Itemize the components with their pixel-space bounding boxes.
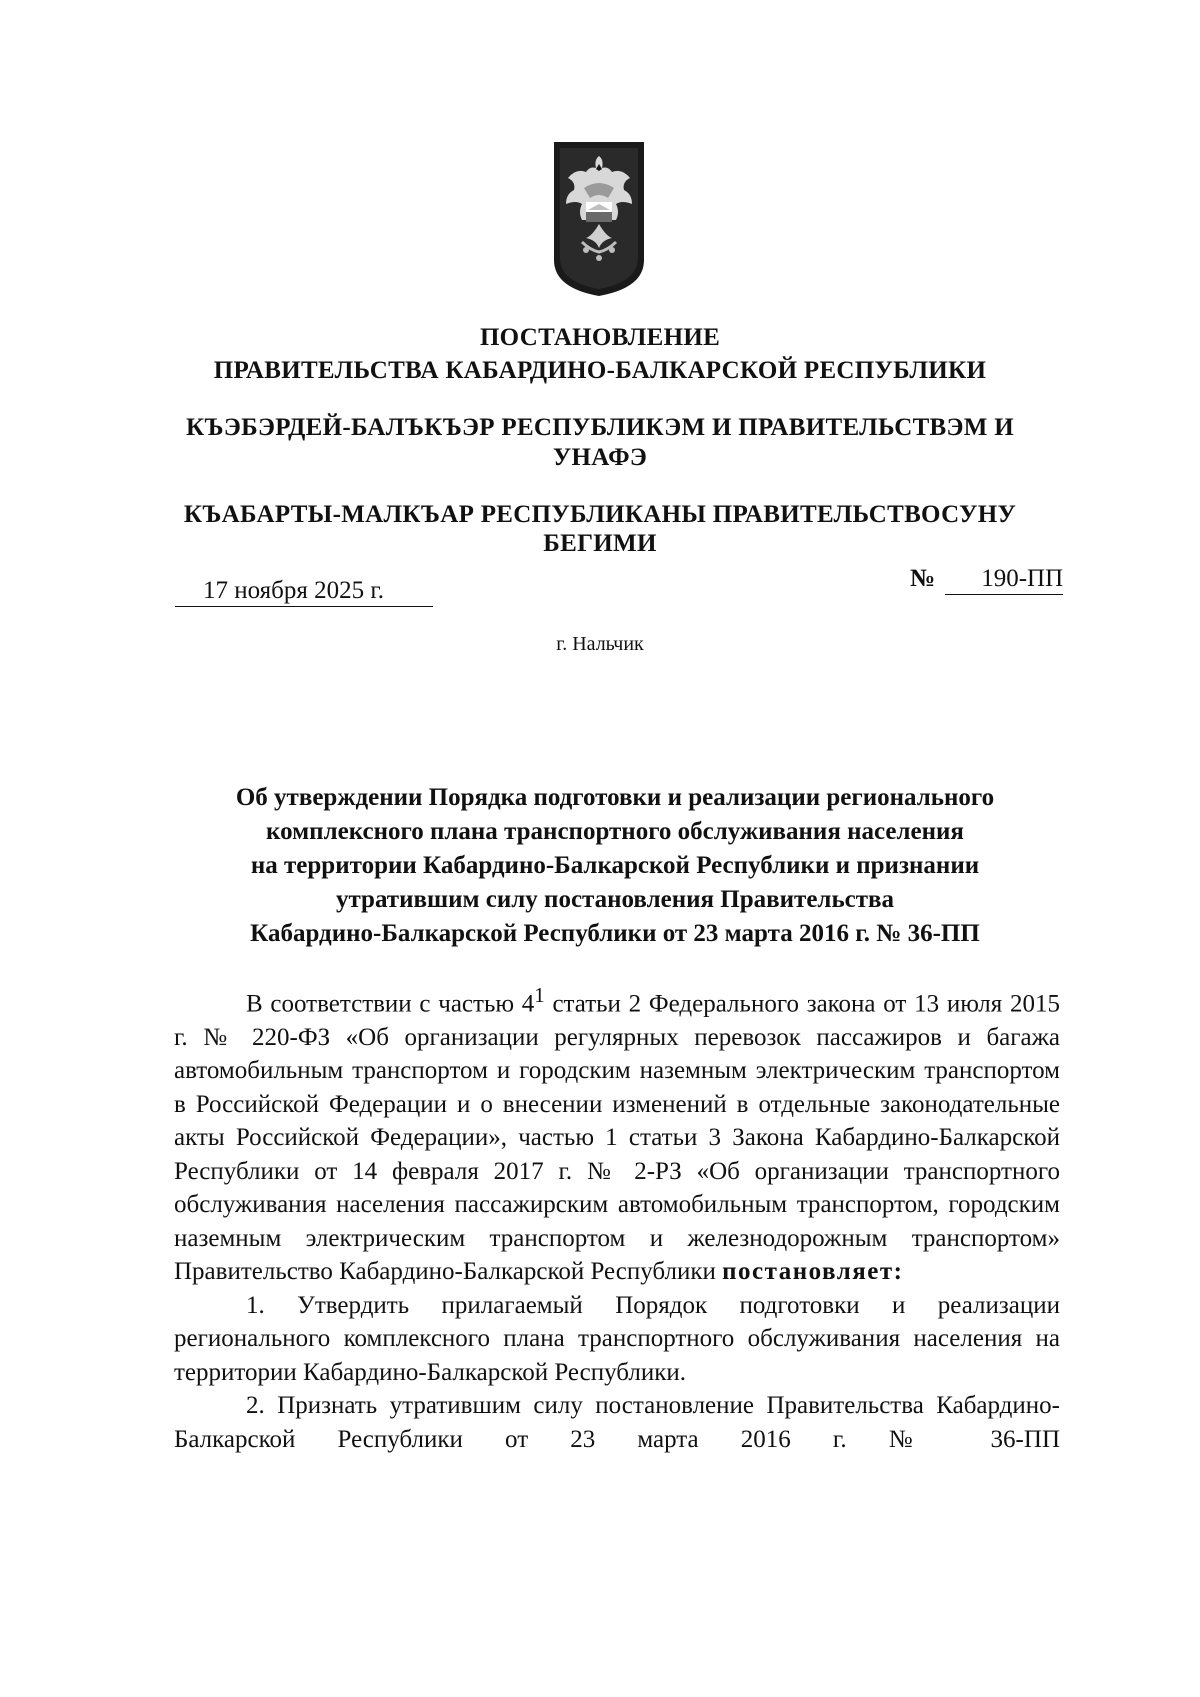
document-number — [910, 564, 1063, 595]
subject-line: Об утверждении Порядка подготовки и реализации регионального — [235, 784, 995, 811]
preamble-superscript: 1 — [534, 983, 545, 1007]
title-kabardian-cont: УНАФЭ — [552, 444, 648, 471]
preamble-text-cont: статьи 2 Федерального закона от 13 июля 2015 г. № 220-ФЗ «Об организации регулярных перевозок пассажиров и багажа автомобильным транспортом и городским наземным электрическим транспортом в Российской Федерации и о внесении изменений в отдельные законодательные акты Российской Федерации», частью 1 статьи 3 Закона Кабардино-Балкарской Республики от 14 февраля 2017 г. № 2-РЗ «Об организации транспортного обслуживания населения пассажирским автомобильным транспортом, городским наземным электрическим транспортом и железнодорожным транспортом» Правительство Кабардино-Балкарской Республики — [174, 990, 1060, 1286]
number-value: 190-ПП — [945, 564, 1063, 595]
document-body — [174, 979, 1060, 1456]
document-date — [175, 576, 433, 607]
coat-of-arms-emblem — [546, 138, 652, 298]
subject-line: утратившим силу постановления Правительства — [335, 886, 895, 913]
subject-line: на территории Кабардино-Балкарской Республики и признании — [250, 852, 980, 879]
document-subject — [170, 781, 1060, 951]
preamble-text: В соответствии с частью 4 — [246, 990, 535, 1018]
item-1: 1. Утвердить прилагаемый Порядок подготовки и реализации регионального комплексного плана транспортного обслуживания населения на территории Кабардино-Балкарской Республики. — [174, 1291, 1060, 1386]
preamble-paragraph — [174, 979, 1060, 1289]
number-sign: № — [910, 565, 936, 592]
item-2: 2. Признать утратившим силу постановление Правительства Кабардино-Балкарской Республики от 23 марта 2016 г. № 36-ПП — [174, 1392, 1060, 1453]
subject-line: Кабардино-Балкарской Республики от 23 марта 2016 г. № 36-ПП — [250, 920, 980, 947]
subject-line: комплексного плана транспортного обслуживания населения — [266, 818, 964, 845]
issuing-body: ПРАВИТЕЛЬСТВА КАБАРДИНО-БАЛКАРСКОЙ РЕСПУБЛИКИ — [213, 357, 987, 384]
place-of-issue: г. Нальчик — [556, 633, 644, 655]
title-balkar: КЪАБАРТЫ-МАЛКЪАР РЕСПУБЛИКАНЫ ПРАВИТЕЛЬСТВОСУНУ — [183, 501, 1017, 528]
decree-word: постановляет: — [722, 1258, 904, 1286]
date-text: 17 ноября 2025 г. — [203, 577, 385, 604]
document-type: ПОСТАНОВЛЕНИЕ — [479, 324, 721, 351]
title-kabardian: КЪЭБЭРДЕЙ-БАЛЪКЪЭР РЕСПУБЛИКЭМ И ПРАВИТЕЛЬСТВЭМ И — [186, 414, 1014, 441]
title-balkar-cont: БЕГИМИ — [543, 530, 657, 557]
